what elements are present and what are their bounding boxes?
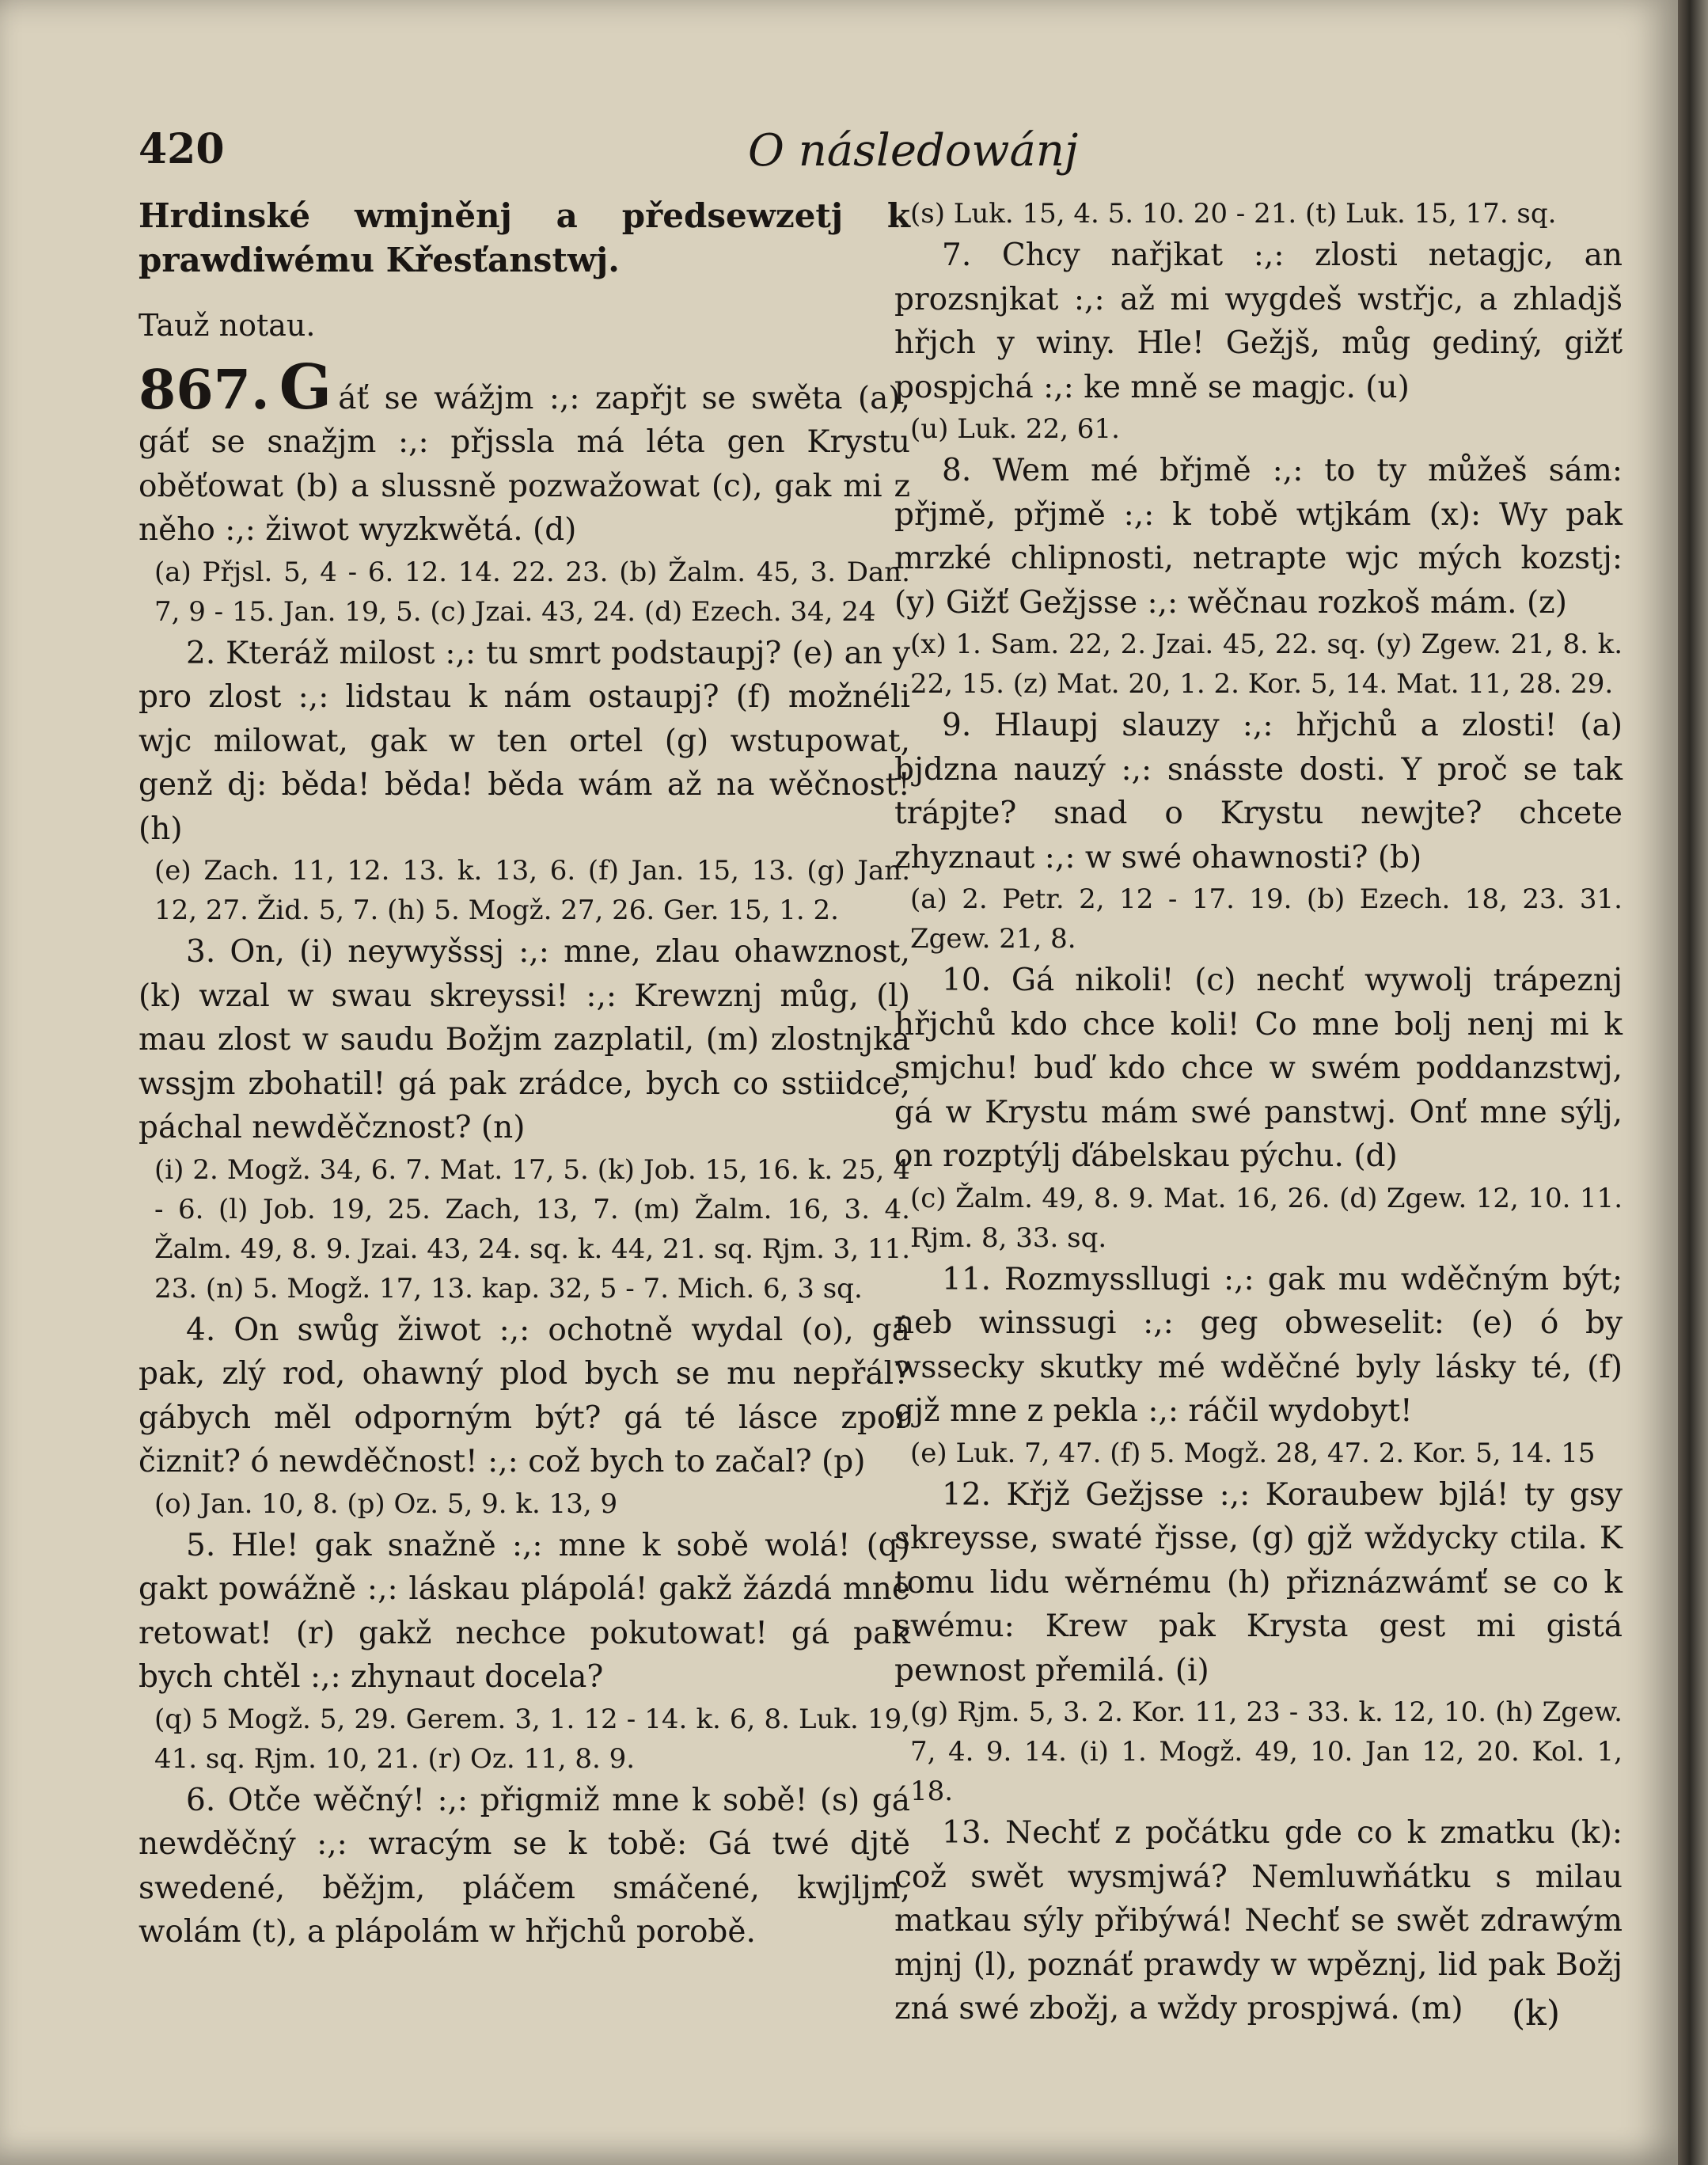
footnote-refs: (i) 2. Mogž. 34, 6. 7. Mat. 17, 5. (k) Job. 15, 16. k. 25, 4 - 6. (l) Job. 19, 25. Zach, 13, 7. (m) Žalm. 16, 3. 4. Žalm. 49, 8. 9. Jzai. 43, 24. sq. k. 44, 21. sq. Rjm. 3, 11. 23. (n) 5. Mogž. 17, 13. kap. 32, 5 - 7. Mich. 6, 3 sq. [154,1153,911,1305]
verse-9: 9. Hlaupj slauzy :,: hřjchů a zlosti! (a) bjdzna nauzý :,: snásste dosti. Y proč se tak trápjte? snad o Krystu newjte? chcete zhyznaut :,: w swé ohawnosti? (b) [894,708,1623,875]
verse-4: 4. On swůg žiwot :,: ochotně wydal (o), gá pak, zlý rod, ohawný plod bych se mu nepřál? gábych měl odporným být? gá té lásce zpor čiznit? ó newděčnost! :,: což bych to začal? (p) [139,1312,910,1479]
verse-13: 13. Nechť z počátku gde co k zmatku (k): což swět wysmjwá? Nemluwňátku s milau matkau sýly přibýwá! Nechť se swět zdrawým mjnj (l), poznáť prawdy w wpěznj, lid pak Božj zná swé zbožj, a wždy prospjwá. (m) [894,1815,1623,2026]
footnote-refs: (s) Luk. 15, 4. 5. 10. 20 - 21. (t) Luk. 15, 17. sq. [910,198,1557,230]
verse-11: 11. Rozmyssllugi :,: gak mu wděčným být; neb winssugi :,: geg obweselit: (e) ó by wssecky skutky mé wděčné byly lásky té, (f) gjž mne z pekla :,: ráčil wydobyt! [894,1261,1623,1429]
book-spine-edge [1678,0,1708,2165]
footnote-refs: (e) Zach. 11, 12. 13. k. 13, 6. (f) Jan. 15, 13. (g) Jan. 12, 27. Žid. 5, 7. (h) 5. Mogž. 27, 26. Ger. 15, 1. 2. [154,855,910,926]
running-head: O následowánj [748,125,1079,177]
right-column [894,194,1623,2031]
verse-12: 12. Křjž Gežjsse :,: Koraubew bjlá! ty gsy skreysse, swaté řjsse, (g) gjž wždycky ctila. K tomu lidu wěrnému (h) přiznázwámť se co k swému: Krew pak Krysta gest mi gistá pewnost přemilá. (i) [894,1476,1623,1688]
verse-2: 2. Kteráž milost :,: tu smrt podstaupj? (e) an y pro zlost :,: lidstau k nám ostaupj? (f) možnéli wjc milowat, gak w ten ortel (g) wstupowat, genž dj: běda! běda! běda wám až na wěčnost! (h) [139,635,910,847]
verse-7: 7. Chcy nařjkat :,: zlosti netagjc, an prozsnjkat :,: až mi wygdeš wstřjc, a zhladjš hřjch y winy. Hle! Gežjš, můg gediný, gižť pospjchá :,: ke mně se magjc. (u) [894,237,1623,405]
footnote-refs: (e) Luk. 7, 47. (f) 5. Mogž. 28, 47. 2. Kor. 5, 14. 15 [910,1437,1596,1469]
footnote-refs: (a) 2. Petr. 2, 12 - 17. 19. (b) Ezech. 18, 23. 31. Zgew. 21, 8. [910,883,1623,955]
footnote-refs: (c) Žalm. 49, 8. 9. Mat. 16, 26. (d) Zgew. 12, 10. 11. Rjm. 8, 33. sq. [910,1182,1623,1254]
verse-6: 6. Otče wěčný! :,: přigmiž mne k sobě! (s) gá newděčný :,: wracým se k tobě: Gá twé djtě swedené, běžjm, pláčem smáčené, kwjljm, wolám (t), a plápolám w hřjchů porobě. [139,1782,910,1950]
catchword: (k) [1512,1993,1560,2034]
hymn-melody-note: Tauž notau. [139,308,316,343]
footnote-refs: (o) Jan. 10, 8. (p) Oz. 5, 9. k. 13, 9 [154,1487,618,1520]
verse-10: 10. Gá nikoli! (c) nechť wywolj trápeznj hřjchů kdo chce koli! Co mne bolj nenj mi k smjchu! buď kdo chce w swém poddanzstwj, gá w Krystu mám swé panstwj. Onť mne sýlj, on rozptýlj ďábelskau pýchu. (d) [894,963,1623,1174]
verse-1 [139,351,910,553]
page-header [139,125,1611,180]
footnote-refs: (q) 5 Mogž. 5, 29. Gerem. 3, 1. 12 - 14. k. 6, 8. Luk. 19, 41. sq. Rjm. 10, 21. (r) Oz. 11, 8. 9. [154,1703,910,1775]
verse-text: áť se wážjm :,: zapřjt se swěta (a), gáť se snažjm :,: přjssla má léta gen Krystu oběťowat (b) a slussně pozwažowat (c), gak mi z něho :,: žiwot wyzkwětá. (d) [139,380,910,548]
left-column [139,194,910,1954]
footnote-refs: (g) Rjm. 5, 3. 2. Kor. 11, 23 - 33. k. 12, 10. (h) Zgew. 7, 4. 9. 14. (i) 1. Mogž. 49, 10. Jan 12, 20. Kol. 1, 18. [910,1696,1623,1807]
footnote-refs: (u) Luk. 22, 61. [910,413,1120,445]
footnote-refs: (x) 1. Sam. 22, 2. Jzai. 45, 22. sq. (y) Zgew. 21, 8. k. 22, 15. (z) Mat. 20, 1. 2. Kor. 5, 14. Mat. 11, 28. 29. [910,629,1623,700]
verse-3: 3. On, (i) neywyšssj :,: mne, zlau ohawznost, (k) wzal w swau skreyssi! :,: Krewznj můg, (l) mau zlost w saudu Božjm zazplatil, (m) zlostnjka wssjm zbohatil! gá pak zrádce, bych co sstiidce, páchal newděčznost? (n) [139,934,910,1145]
drop-initial: G [279,351,332,424]
verse-5: 5. Hle! gak snažně :,: mne k sobě wolá! (q) gakt powážně :,: láskau plápolá! gakž žázdá mne retowat! (r) gakž nechce pokutowat! gá pak bych chtěl :,: zhynaut docela? [139,1527,910,1695]
footnote-refs: (a) Přjsl. 5, 4 - 6. 12. 14. 22. 23. (b) Žalm. 45, 3. Dan. 7, 9 - 15. Jan. 19, 5. (c) Jzai. 43, 24. (d) Ezech. 34, 24 [154,556,910,628]
hymn-title: Hrdinské wmjněnj a předsewzetj k prawdiwému Křesťanstwj. [139,196,910,279]
verse-8: 8. Wem mé břjmě :,: to ty můžeš sám: přjmě, přjmě :,: k tobě wtjkám (x): Wy pak mrzké chlipnosti, netrapte wjc mých kozstj: (y) Gižť Gežjsse :,: wěčnau rozkoš mám. (z) [894,453,1623,621]
hymn-number: 867. [139,358,270,422]
page-number: 420 [139,125,225,173]
